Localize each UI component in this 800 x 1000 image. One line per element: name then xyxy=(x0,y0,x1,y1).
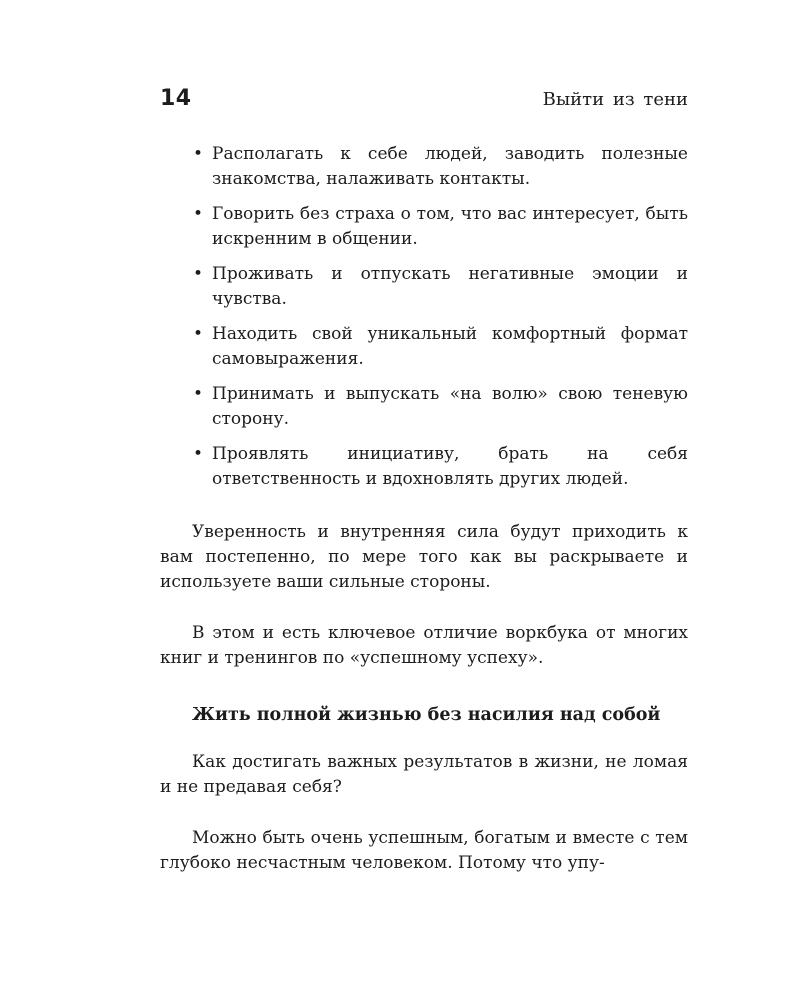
list-item xyxy=(160,202,688,252)
body-paragraph: Как достигать важных результатов в жизни, не ломая и не предавая себя? xyxy=(160,752,688,797)
list-item xyxy=(160,382,688,432)
list-item-text: Находить свой уникальный комфортный формат самовыражения. xyxy=(212,324,688,369)
bullet-list xyxy=(160,142,688,492)
running-title: Выйти из тени xyxy=(542,89,688,110)
body-paragraph: В этом и есть ключевое отличие воркбука от многих книг и тренингов по «успешному успеху». xyxy=(160,623,688,668)
list-item-text: Проживать и отпускать негативные эмоции и чувства. xyxy=(212,264,688,309)
list-item-text: Располагать к себе людей, заводить полезные знакомства, налаживать контакты. xyxy=(212,144,688,189)
list-item xyxy=(160,442,688,492)
body-paragraph: Можно быть очень успешным, богатым и вместе с тем глубоко несчастным человеком. Потому что упу- xyxy=(160,828,688,873)
list-item xyxy=(160,322,688,372)
bullet-icon: • xyxy=(193,264,204,284)
body-paragraph: Уверенность и внутренняя сила будут приходить к вам постепенно, по мере того как вы раскрываете и используете ваши сильные стороны. xyxy=(160,522,688,592)
list-item xyxy=(160,262,688,312)
bullet-icon: • xyxy=(193,444,204,464)
page-header xyxy=(160,86,688,122)
page-number: 14 xyxy=(160,86,192,111)
bullet-icon: • xyxy=(193,204,204,224)
list-item xyxy=(160,142,688,192)
list-item-text: Проявлять инициативу, брать на себя ответственность и вдохновлять других людей. xyxy=(212,444,688,489)
bullet-icon: • xyxy=(193,324,204,344)
list-item-text: Говорить без страха о том, что вас интересует, быть искренним в общении. xyxy=(212,204,688,249)
bullet-icon: • xyxy=(193,144,204,164)
bullet-icon: • xyxy=(193,384,204,404)
section-heading: Жить полной жизнью без насилия над собой xyxy=(192,705,661,725)
book-page xyxy=(160,86,688,876)
list-item-text: Принимать и выпускать «на волю» свою теневую сторону. xyxy=(212,384,688,429)
